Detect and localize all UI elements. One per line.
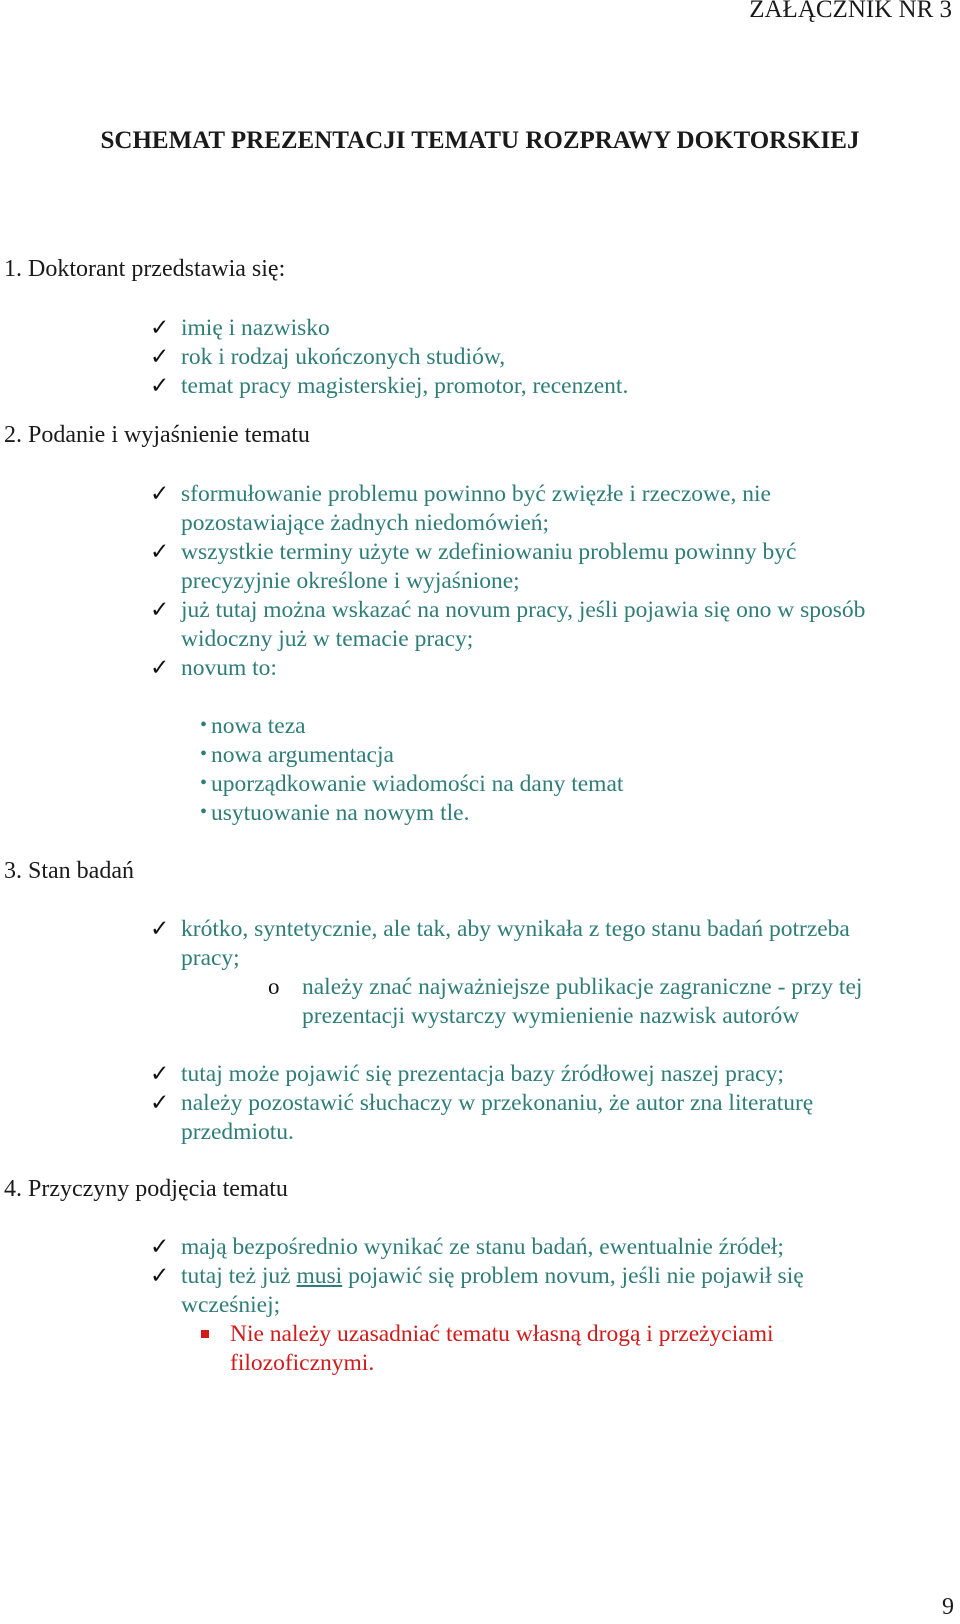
- sub-list-item: nowa teza: [211, 713, 306, 739]
- list-item-continued: przedmiotu.: [181, 1119, 294, 1145]
- list-item: [181, 1263, 804, 1290]
- list-item-text: pojawić się problem novum, jeśli nie pojawił się: [348, 1263, 804, 1289]
- list-item-continued: widoczny już w temacie pracy;: [181, 626, 474, 652]
- list-item: temat pracy magisterskiej, promotor, recenzent.: [181, 373, 629, 399]
- circle-bullet-icon: o: [268, 974, 280, 999]
- sub-list-item: usytuowanie na nowym tle.: [211, 800, 470, 826]
- annex-label: ZAŁĄCZNIK NR 3: [749, 0, 952, 23]
- bullet-icon: •: [200, 772, 208, 794]
- check-icon: ✓: [150, 1234, 170, 1259]
- list-item: już tutaj można wskazać na novum pracy, jeśli pojawia się ono w sposób: [181, 597, 866, 623]
- sub-list-item: nowa argumentacja: [211, 742, 394, 768]
- check-icon: ✓: [150, 481, 170, 506]
- list-item: krótko, syntetycznie, ale tak, aby wynikała z tego stanu badań potrzeba: [181, 916, 850, 942]
- check-icon: ✓: [150, 916, 170, 941]
- check-icon: ✓: [150, 373, 170, 398]
- bullet-icon: •: [200, 743, 208, 765]
- nested-list-item-continued: prezentacji wystarczy wymienienie nazwisk autorów: [302, 1003, 800, 1029]
- list-item-text: tutaj też już: [181, 1263, 291, 1289]
- section-1-heading: 1. Doktorant przedstawia się:: [4, 256, 286, 282]
- bullet-icon: •: [200, 714, 208, 736]
- list-item: rok i rodzaj ukończonych studiów,: [181, 344, 506, 370]
- bullet-icon: •: [200, 801, 208, 823]
- check-icon: ✓: [150, 597, 170, 622]
- list-item: imię i nazwisko: [181, 315, 330, 341]
- emphasis-underlined: musi: [296, 1263, 343, 1289]
- list-item-continued: pracy;: [181, 945, 240, 971]
- list-item: należy pozostawić słuchaczy w przekonaniu, że autor zna literaturę: [181, 1090, 814, 1116]
- check-icon: ✓: [150, 655, 170, 680]
- list-item-continued: wcześniej;: [181, 1292, 281, 1318]
- list-item: sformułowanie problemu powinno być zwięzłe i rzeczowe, nie: [181, 481, 771, 507]
- nested-list-item: należy znać najważniejsze publikacje zagraniczne - przy tej: [302, 974, 863, 1000]
- section-4-heading: 4. Przyczyny podjęcia tematu: [4, 1176, 288, 1202]
- page-number: 9: [942, 1594, 954, 1620]
- check-icon: ✓: [150, 1263, 170, 1288]
- list-item: tutaj może pojawić się prezentacja bazy źródłowej naszej pracy;: [181, 1061, 784, 1087]
- list-item-continued: precyzyjnie określone i wyjaśnione;: [181, 568, 520, 594]
- list-item: wszystkie terminy użyte w zdefiniowaniu problemu powinny być: [181, 539, 797, 565]
- section-3-heading: 3. Stan badań: [4, 858, 134, 884]
- list-item: mają bezpośrednio wynikać ze stanu badań, ewentualnie źródeł;: [181, 1234, 784, 1260]
- check-icon: ✓: [150, 344, 170, 369]
- list-item: novum to:: [181, 655, 277, 681]
- square-bullet-icon: [201, 1330, 209, 1338]
- section-2-heading: 2. Podanie i wyjaśnienie tematu: [4, 422, 310, 448]
- check-icon: ✓: [150, 539, 170, 564]
- check-icon: ✓: [150, 1090, 170, 1115]
- list-item-continued: pozostawiające żadnych niedomówień;: [181, 510, 550, 536]
- check-icon: ✓: [150, 1061, 170, 1086]
- document-title: SCHEMAT PREZENTACJI TEMATU ROZPRAWY DOKTORSKIEJ: [100, 127, 860, 154]
- check-icon: ✓: [150, 315, 170, 340]
- warning-item: Nie należy uzasadniać tematu własną drogą i przeżyciami: [230, 1321, 774, 1347]
- sub-list-item: uporządkowanie wiadomości na dany temat: [211, 771, 624, 797]
- warning-item-continued: filozoficznymi.: [230, 1350, 375, 1376]
